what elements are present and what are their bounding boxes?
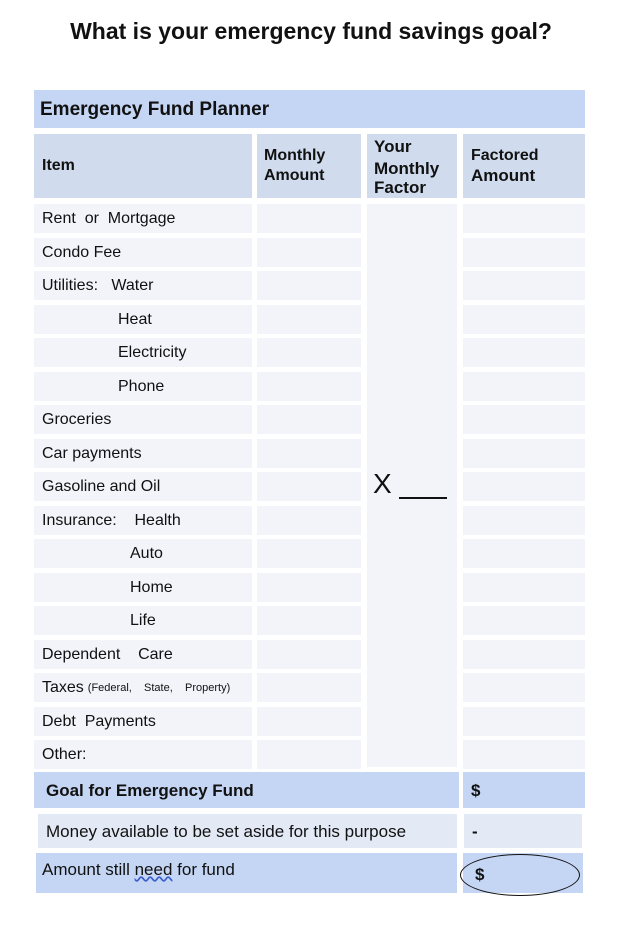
goal-value[interactable]: $ — [463, 772, 585, 808]
row-item-label — [34, 640, 252, 669]
row-item-text: Gasoline and Oil — [42, 477, 161, 495]
column-header-monthly-amount — [257, 134, 361, 198]
row-monthly-amount-input[interactable] — [257, 405, 361, 434]
row-item-label — [34, 338, 252, 367]
need-label-after: for fund — [172, 860, 235, 879]
money-available-label: Money available to be set aside for this purpose — [38, 814, 457, 848]
row-item-label — [34, 506, 252, 535]
column-header-your-monthly-factor — [367, 134, 457, 198]
row-factored-amount-input[interactable] — [463, 606, 585, 635]
row-factored-amount-input[interactable] — [463, 472, 585, 501]
column-header-factor-line3: Factor — [374, 178, 426, 197]
column-header-factored-amount — [463, 134, 585, 198]
row-item-label — [34, 606, 252, 635]
row-factored-amount-input[interactable] — [463, 439, 585, 468]
row-item-label — [34, 271, 252, 300]
row-item-text: Life — [130, 611, 156, 629]
column-header-factored-line1: Factored — [471, 147, 539, 164]
row-factored-amount-input[interactable] — [463, 305, 585, 334]
row-factored-amount-input[interactable] — [463, 372, 585, 401]
row-factored-amount-input[interactable] — [463, 338, 585, 367]
row-item-label — [34, 204, 252, 233]
column-header-factored-line2: Amount — [471, 166, 536, 185]
row-factored-amount-input[interactable] — [463, 204, 585, 233]
money-available-value[interactable]: - — [464, 814, 582, 848]
row-item-label — [34, 439, 252, 468]
row-monthly-amount-input[interactable] — [257, 372, 361, 401]
row-factored-amount-input[interactable] — [463, 707, 585, 736]
row-monthly-amount-input[interactable] — [257, 640, 361, 669]
column-header-monthly-line2: Amount — [264, 167, 325, 184]
row-monthly-amount-input[interactable] — [257, 271, 361, 300]
row-monthly-amount-input[interactable] — [257, 338, 361, 367]
row-monthly-amount-input[interactable] — [257, 305, 361, 334]
row-factored-amount-input[interactable] — [463, 673, 585, 702]
row-item-label — [34, 539, 252, 568]
row-factored-amount-input[interactable] — [463, 405, 585, 434]
row-factored-amount-input[interactable] — [463, 539, 585, 568]
row-factored-amount-input[interactable] — [463, 238, 585, 267]
column-header-factor-line1: Your — [374, 137, 412, 156]
row-monthly-amount-input[interactable] — [257, 506, 361, 535]
row-item-text: Rent or Mortgage — [42, 209, 176, 227]
row-item-text: Dependent Care — [42, 645, 173, 663]
planner-header: Emergency Fund Planner — [34, 90, 585, 128]
row-item-text: Home — [130, 578, 173, 596]
row-item-label — [34, 472, 252, 501]
row-factored-amount-input[interactable] — [463, 740, 585, 769]
need-label-before: Amount still — [42, 860, 135, 879]
row-monthly-amount-input[interactable] — [257, 707, 361, 736]
row-item-text: Car payments — [42, 444, 142, 462]
row-item-label — [34, 740, 252, 769]
row-item-label — [34, 405, 252, 434]
row-item-label — [34, 238, 252, 267]
row-item-label — [34, 707, 252, 736]
row-monthly-amount-input[interactable] — [257, 573, 361, 602]
row-monthly-amount-input[interactable] — [257, 740, 361, 769]
row-item-subtext: (Federal, State, Property) — [87, 681, 231, 694]
column-header-factor-line2: Monthly — [374, 159, 440, 178]
goal-label: Goal for Emergency Fund — [34, 772, 459, 808]
row-item-text: Utilities: Water — [42, 276, 154, 294]
row-factored-amount-input[interactable] — [463, 573, 585, 602]
row-item-text: Heat — [118, 310, 152, 328]
row-item-text: Taxes — [42, 678, 84, 696]
row-monthly-amount-input[interactable] — [257, 204, 361, 233]
factor-multiplier-mark: X — [373, 468, 392, 499]
row-item-text: Other: — [42, 745, 87, 763]
row-item-text: Auto — [130, 544, 163, 562]
amount-still-needed-label — [36, 853, 457, 893]
row-monthly-amount-input[interactable] — [257, 238, 361, 267]
row-factored-amount-input[interactable] — [463, 640, 585, 669]
column-header-item: Item — [34, 134, 252, 198]
row-factored-amount-input[interactable] — [463, 271, 585, 300]
amount-still-needed-value[interactable]: $ — [460, 854, 580, 896]
page-title: What is your emergency fund savings goal? — [70, 18, 552, 44]
row-monthly-amount-input[interactable] — [257, 472, 361, 501]
row-item-text: Groceries — [42, 410, 112, 428]
row-monthly-amount-input[interactable] — [257, 539, 361, 568]
row-item-label — [34, 372, 252, 401]
row-item-text: Debt Payments — [42, 712, 156, 730]
row-monthly-amount-input[interactable] — [257, 606, 361, 635]
row-factored-amount-input[interactable] — [463, 506, 585, 535]
row-item-text: Insurance: Health — [42, 511, 181, 529]
row-item-text: Condo Fee — [42, 243, 122, 261]
row-item-text: Electricity — [118, 343, 187, 361]
row-monthly-amount-input[interactable] — [257, 439, 361, 468]
row-monthly-amount-input[interactable] — [257, 673, 361, 702]
row-item-label — [34, 673, 252, 702]
row-item-text: Phone — [118, 377, 165, 395]
column-header-monthly-line1: Monthly — [264, 147, 326, 164]
row-item-label — [34, 573, 252, 602]
row-item-label — [34, 305, 252, 334]
need-label-word: need — [134, 860, 173, 879]
factor-blank-line[interactable] — [399, 497, 447, 499]
